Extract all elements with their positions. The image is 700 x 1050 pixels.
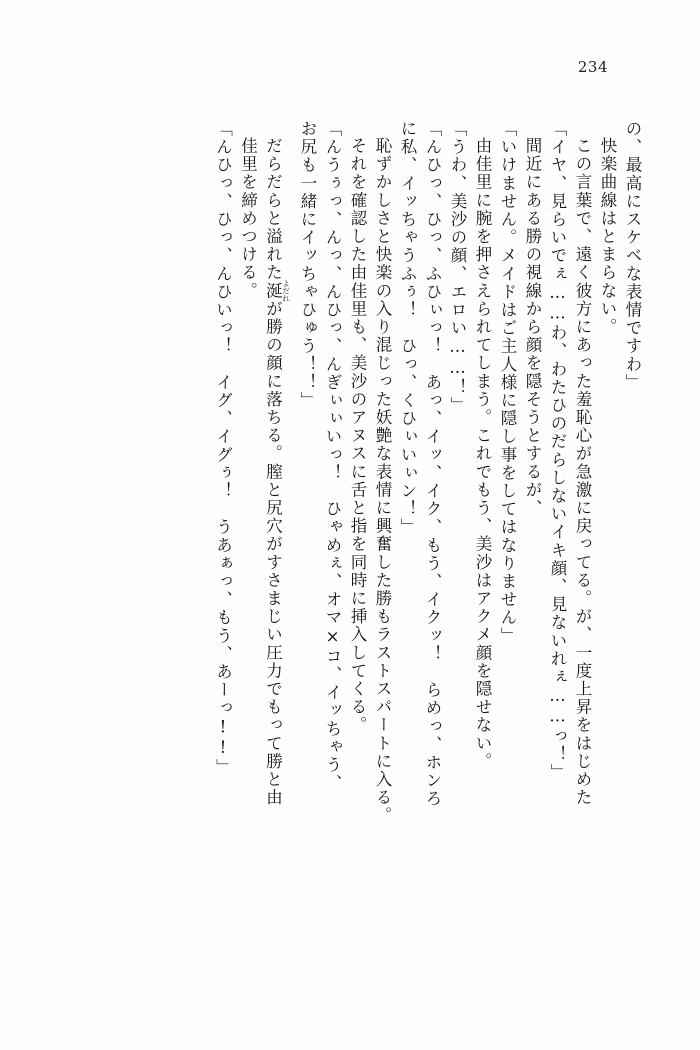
- text-line: この言葉で、遠く彼方にあった羞恥心が急激に戻ってる。が、一度上昇をはじめた: [573, 137, 592, 807]
- text-line: 由佳里に腕を押さえられてしまう。これでもう、美沙はアクメ顔を隠せない。: [473, 137, 492, 771]
- text-line: 「んひっ、ひっ、ふひぃっ！ あっ、イッ、イク、もう、イクッ！ らめっ、ホンろ: [423, 120, 442, 808]
- text-line: それを確認した由佳里も、美沙のアヌスに舌と指を同時に挿入してくる。: [348, 137, 367, 735]
- text-line: お尻も一緒にイッちゃひゅう！！」: [298, 120, 317, 410]
- text-line: だらだらと溢れた涎 よだれが勝の顔に落ちる。膣と尻穴がすさまじい圧力でもって勝と由: [263, 137, 291, 807]
- text-line: 佳里を締めつける。: [238, 137, 258, 300]
- text-line: に私、イッちゃうふぅ！ ひっ、くひぃいぃン！」: [398, 120, 417, 537]
- vertical-text-body: [60, 120, 640, 960]
- text-line: 「イヤ、見らいでぇ……わ、わたひのだらしないイキ顔、見ないれぇ……っ！」: [548, 120, 567, 782]
- text-line: 「いけません。メイドはご主人様に隠し事をしてはなりません」: [498, 120, 517, 645]
- text-line: 「んひっ、ひっ、んひいっ！ イグ、イグぅ！ うあぁっ、もう、あーっ!!」: [213, 120, 233, 777]
- text-line: 「んうぅっ、んっ、んひっ、んぎぃぃいっ！ ひゃめぇ、オマ×コ、イッちゃう、: [323, 120, 342, 793]
- text-line: 「うわ、美沙の顔、エロい……！」: [448, 120, 467, 415]
- page-number: 234: [577, 58, 608, 76]
- text-line: 間近にある勝の視線から顔を隠そうとするが、: [523, 137, 542, 518]
- text-line: 恥ずかしさと快楽の入り混じった妖艶な表情に興奮した勝もラストスパートに入る。: [373, 137, 392, 825]
- text-line: の、最高にスケベな表情ですわ」: [623, 120, 642, 392]
- text-line: 快楽曲線はとまらない。: [598, 137, 617, 337]
